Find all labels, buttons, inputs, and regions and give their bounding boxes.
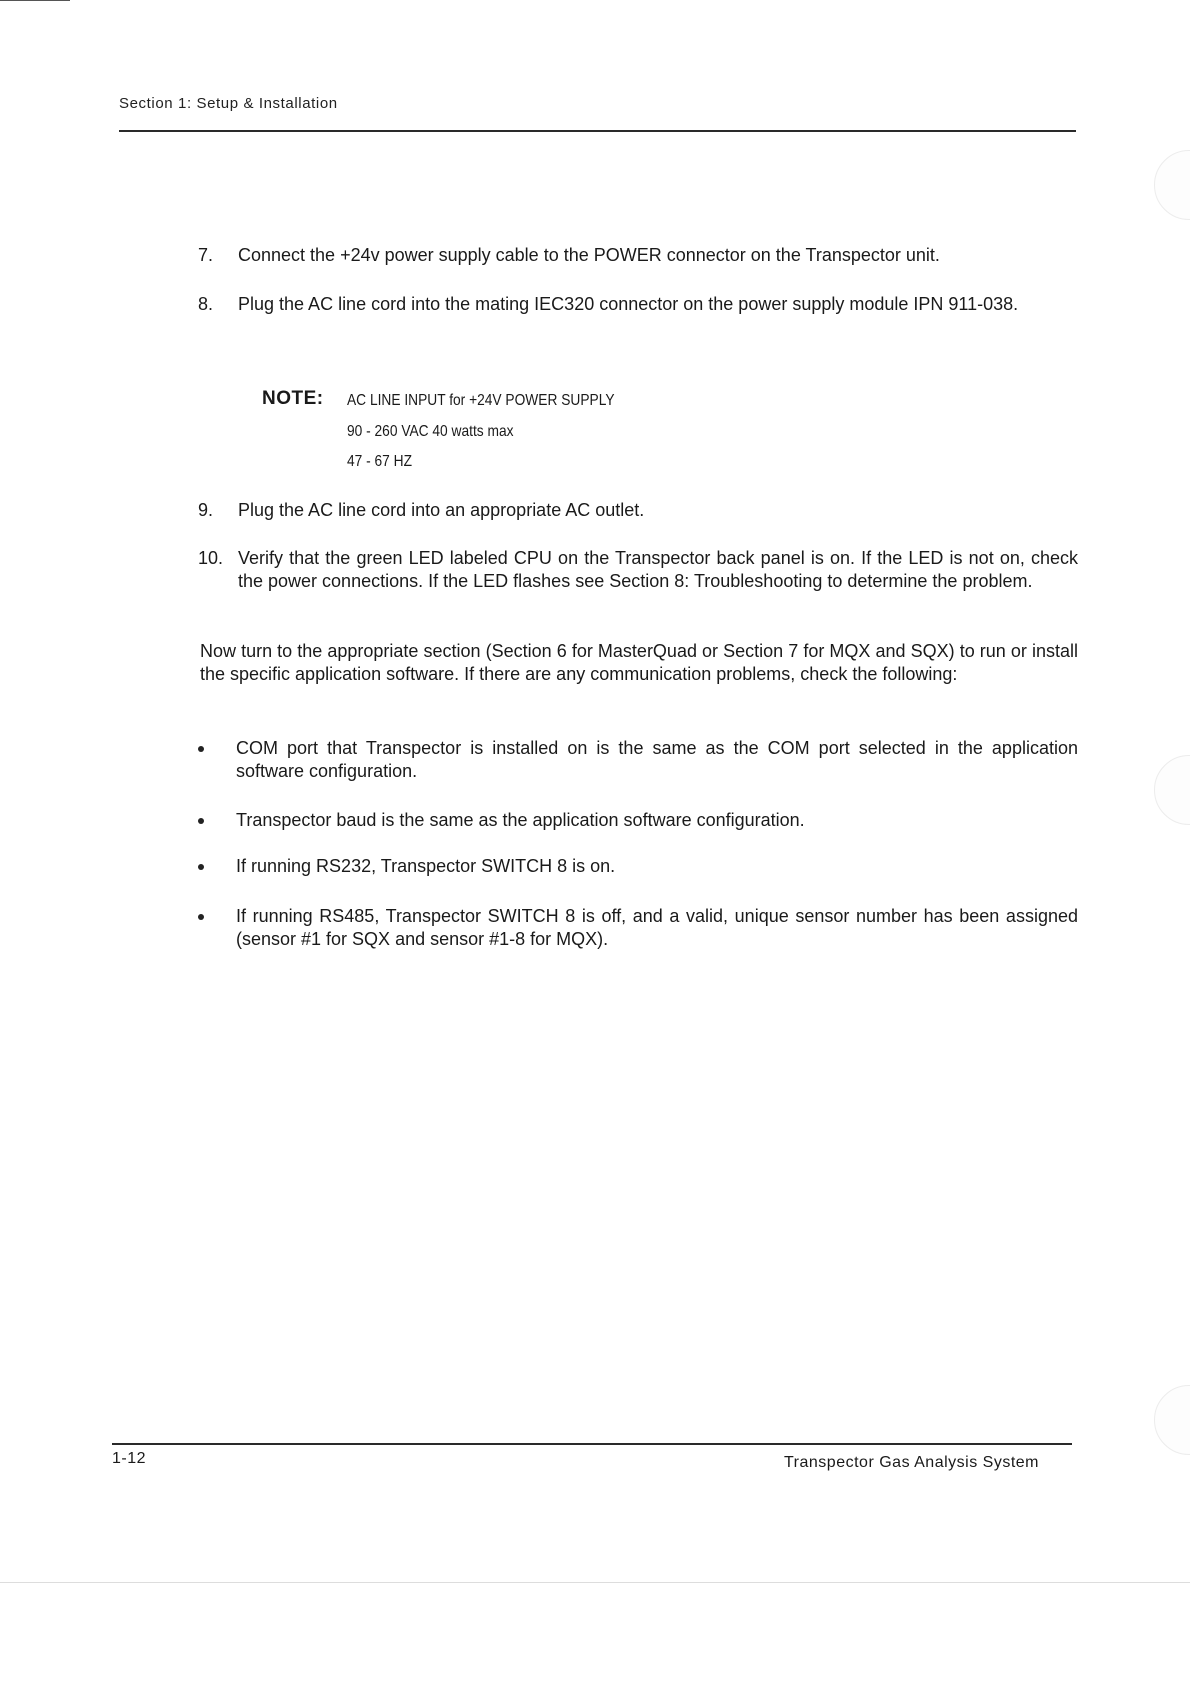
- binder-hole: [1154, 150, 1190, 220]
- bullet-text: COM port that Transpector is installed on is the same as the COM port selected in the application software configuration.: [236, 738, 1078, 781]
- binder-hole: [1154, 755, 1190, 825]
- scan-artifact-bottom: [0, 1582, 1190, 1583]
- body-paragraph: Now turn to the appropriate section (Section 6 for MasterQuad or Section 7 for MQX and SQX) to run or install the specific application software. If there are any communication problems, check the following:: [200, 641, 1078, 684]
- header-rule: [119, 130, 1076, 132]
- note-line: 90 - 260 VAC 40 watts max: [347, 423, 514, 440]
- bullet-item: [198, 905, 1078, 951]
- footer-rule: [112, 1443, 1072, 1445]
- note-line: 47 - 67 HZ: [347, 453, 413, 470]
- step-text: Connect the +24v power supply cable to the POWER connector on the Transpector unit.: [238, 245, 940, 265]
- bullet-item: [198, 809, 1078, 832]
- scan-artifact-top: [0, 0, 70, 1]
- step-number: 8.: [198, 294, 214, 314]
- bullet-icon: [198, 818, 204, 824]
- bullet-item: [198, 737, 1078, 783]
- step-text: Plug the AC line cord into an appropriate AC outlet.: [238, 500, 645, 520]
- page-number: 1-12: [112, 1450, 147, 1467]
- bullet-icon: [198, 864, 204, 870]
- footer-document-title: Transpector Gas Analysis System: [784, 1454, 1039, 1471]
- bullet-icon: [198, 914, 204, 920]
- step-item: [198, 293, 1078, 316]
- bullet-item: [198, 855, 1078, 878]
- step-item: [198, 244, 1078, 267]
- step-number: 10.: [198, 548, 224, 568]
- step-text: Plug the AC line cord into the mating IEC320 connector on the power supply module IPN 911-038.: [238, 294, 1019, 314]
- step-text: Verify that the green LED labeled CPU on the Transpector back panel is on. If the LED is not on, check the power connections. If the LED flashes see Section 8: Troubleshooting to determine the problem.: [238, 548, 1078, 591]
- note-label: NOTE:: [262, 388, 324, 409]
- running-header: Section 1: Setup & Installation: [119, 95, 338, 112]
- bullet-text: Transpector baud is the same as the application software configuration.: [236, 810, 805, 830]
- step-item: [198, 499, 1078, 522]
- bullet-text: If running RS232, Transpector SWITCH 8 is on.: [236, 856, 616, 876]
- step-number: 9.: [198, 500, 214, 520]
- note-line: AC LINE INPUT for +24V POWER SUPPLY: [347, 392, 615, 409]
- step-number: 7.: [198, 245, 214, 265]
- step-item: [198, 547, 1078, 593]
- binder-hole: [1154, 1385, 1190, 1455]
- bullet-text: If running RS485, Transpector SWITCH 8 is off, and a valid, unique sensor number has been assigned (sensor #1 for SQX and sensor #1-8 for MQX).: [236, 906, 1078, 949]
- bullet-icon: [198, 746, 204, 752]
